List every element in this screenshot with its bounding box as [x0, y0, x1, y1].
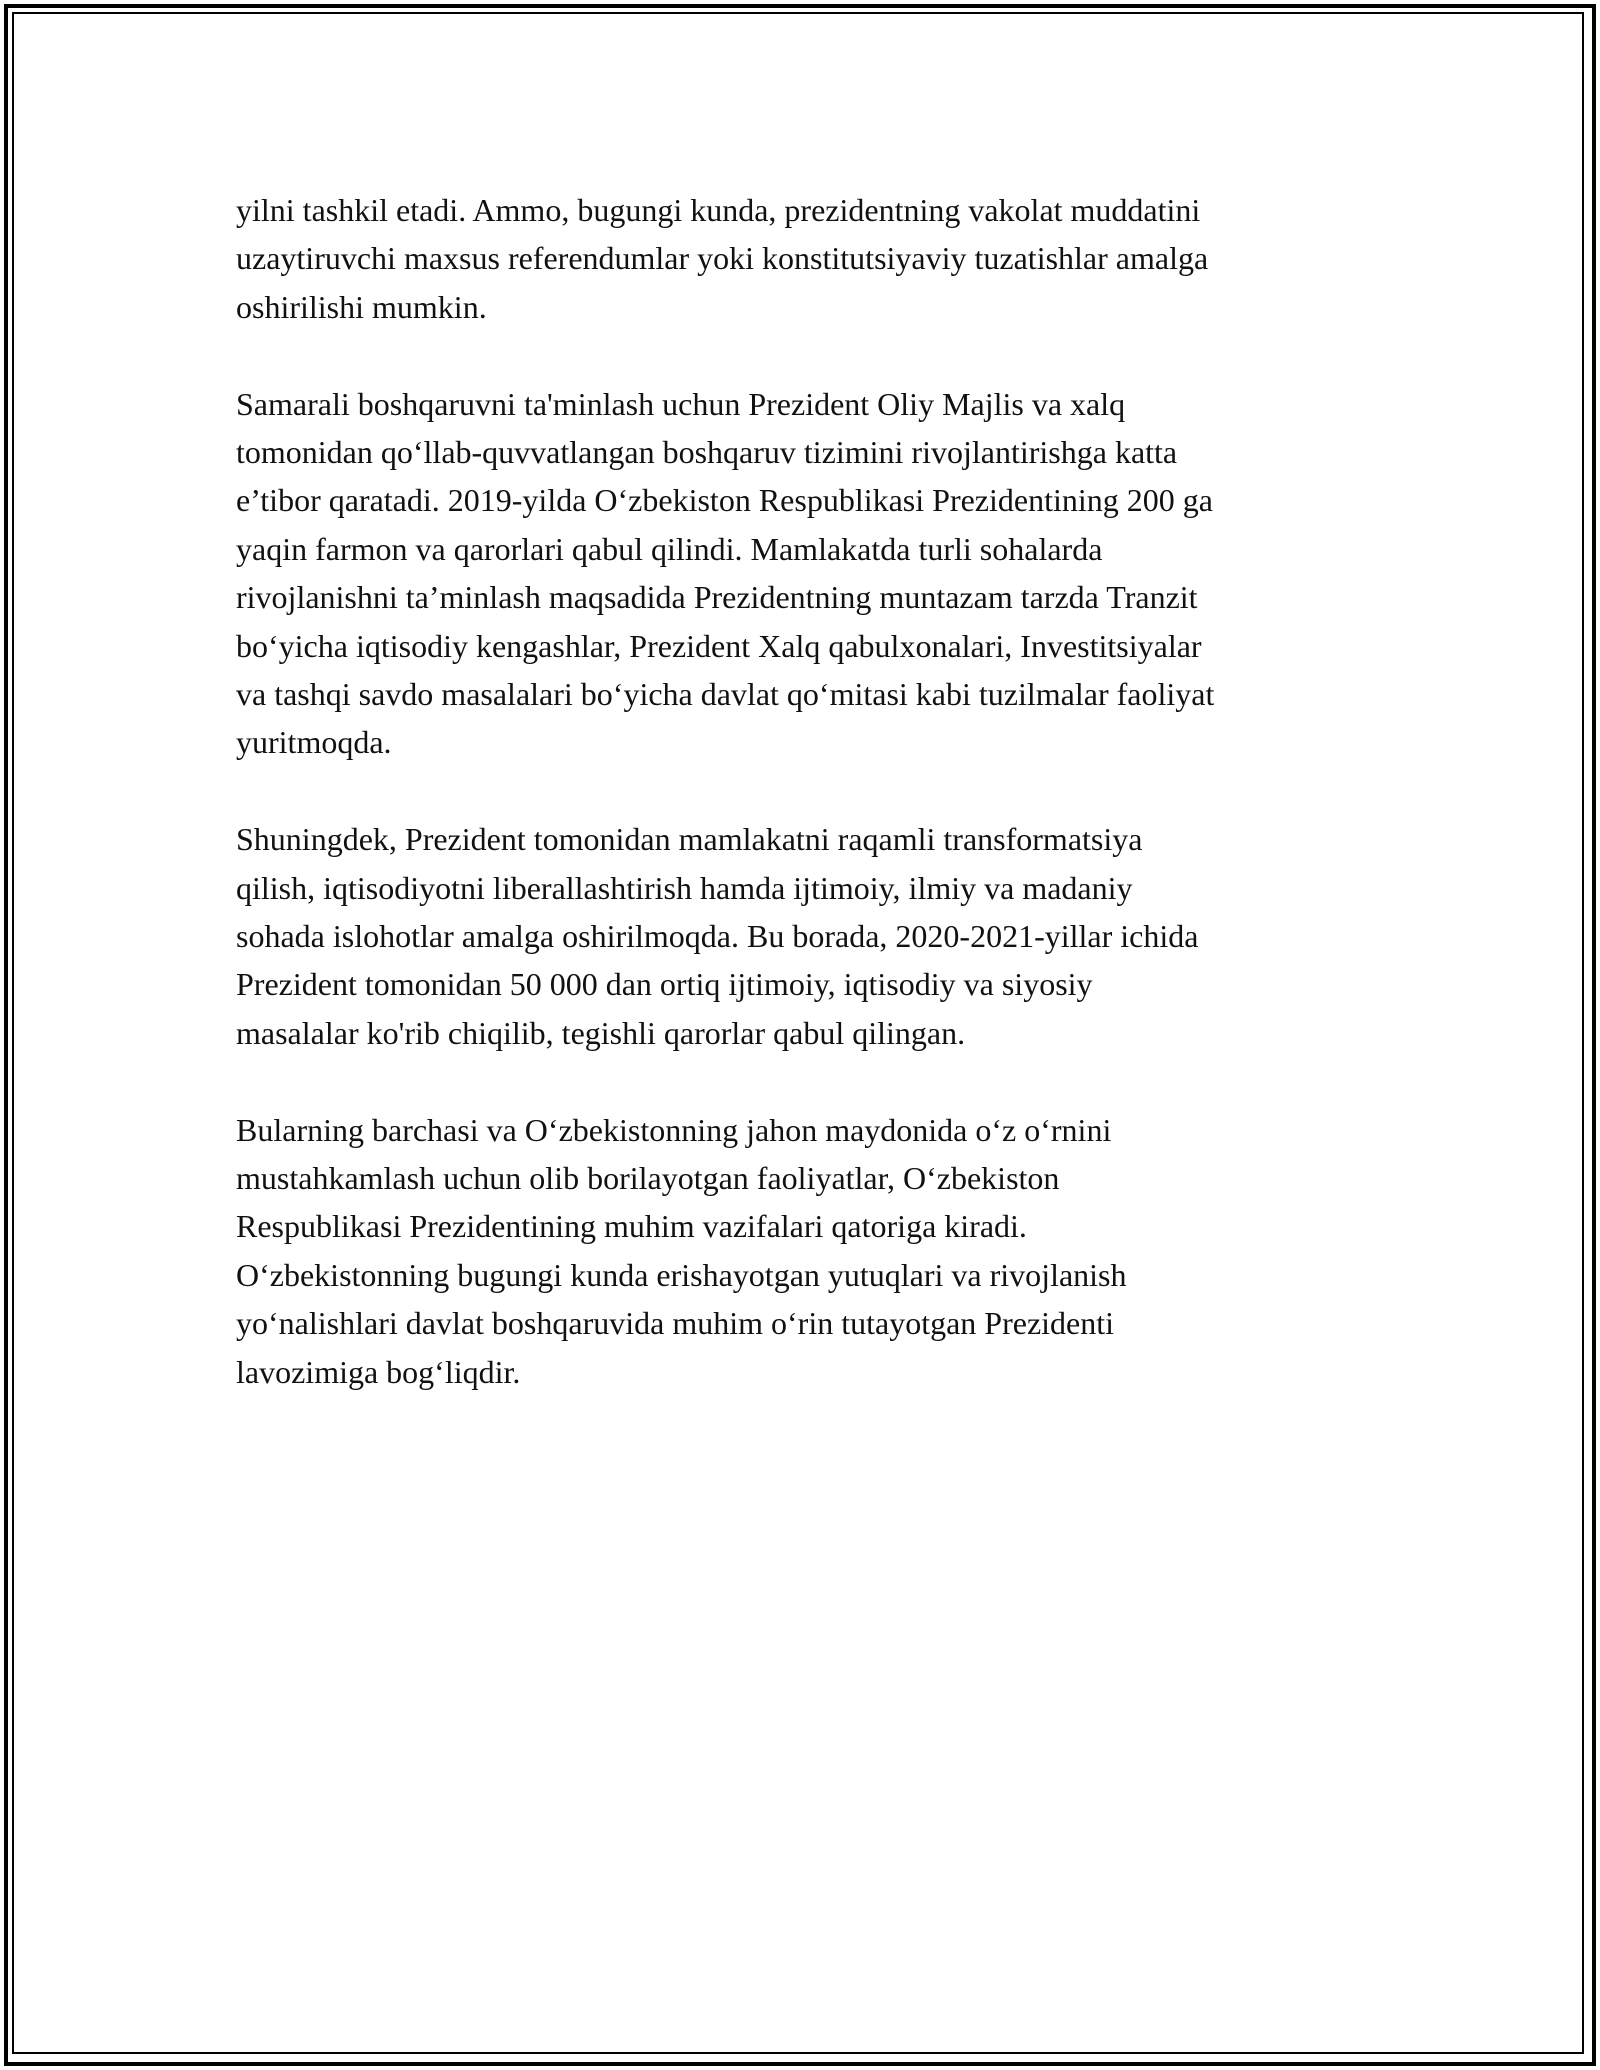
text-line: uzaytiruvchi maxsus referendumlar yoki konstitutsiyaviy tuzatishlar amalga: [236, 240, 1209, 277]
text-line: mustahkamlash uchun olib borilayotgan faoliyatlar, O‘zbekiston: [236, 1160, 1060, 1197]
text-line: qilish, iqtisodiyotni liberallashtirish hamda ijtimoiy, ilmiy va madaniy: [236, 869, 1133, 906]
text-line: Prezident tomonidan 50 000 dan ortiq ijtimoiy, iqtisodiy va siyosiy: [236, 966, 1093, 1003]
text-line: sohada islohotlar amalga oshirilmoqda. Bu borada, 2020-2021-yillar ichida: [236, 918, 1199, 955]
text-line: tomonidan qo‘llab-quvvatlangan boshqaruv tizimini rivojlantirishga katta: [236, 434, 1178, 471]
paragraph-3: [236, 815, 1416, 1057]
text-line: rivojlanishni ta’minlash maqsadida Prezidentning muntazam tarzda Tranzit: [236, 579, 1198, 616]
document-body: [236, 186, 1416, 1445]
text-line: yo‘nalishlari davlat boshqaruvida muhim o‘rin tutayotgan Prezidenti: [236, 1305, 1115, 1342]
paragraph-4: [236, 1106, 1416, 1396]
text-line: Bularning barchasi va O‘zbekistonning jahon maydonida o‘z o‘rnini: [236, 1111, 1112, 1148]
text-line: lavozimiga bog‘liqdir.: [236, 1353, 521, 1390]
text-line: yilni tashkil etadi. Ammo, bugungi kunda, prezidentning vakolat muddatini: [236, 192, 1201, 228]
text-line: Respublikasi Prezidentining muhim vazifalari qatoriga kiradi.: [236, 1208, 1027, 1245]
text-line: Samarali boshqaruvni ta'minlash uchun Prezident Oliy Majlis va xalq: [236, 385, 1126, 422]
text-line: masalalar ko'rib chiqilib, tegishli qarorlar qabul qilingan.: [236, 1014, 966, 1051]
text-line: Shuningdek, Prezident tomonidan mamlakatni raqamli transformatsiya: [236, 821, 1143, 858]
text-line: oshirilishi mumkin.: [236, 288, 487, 325]
text-line: va tashqi savdo masalalari bo‘yicha davlat qo‘mitasi kabi tuzilmalar faoliyat: [236, 676, 1215, 713]
text-line: e’tibor qaratadi. 2019-yilda O‘zbekiston Respublikasi Prezidentining 200 ga: [236, 482, 1213, 519]
text-line: O‘zbekistonning bugungi kunda erishayotgan yutuqlari va rivojlanish: [236, 1256, 1127, 1293]
paragraph-2: [236, 380, 1416, 767]
text-line: yaqin farmon va qarorlari qabul qilindi. Mamlakatda turli sohalarda: [236, 530, 1103, 567]
text-line: yuritmoqda.: [236, 724, 392, 761]
text-line: bo‘yicha iqtisodiy kengashlar, Prezident Xalq qabulxonalari, Investitsiyalar: [236, 627, 1202, 664]
paragraph-1: [236, 186, 1416, 331]
